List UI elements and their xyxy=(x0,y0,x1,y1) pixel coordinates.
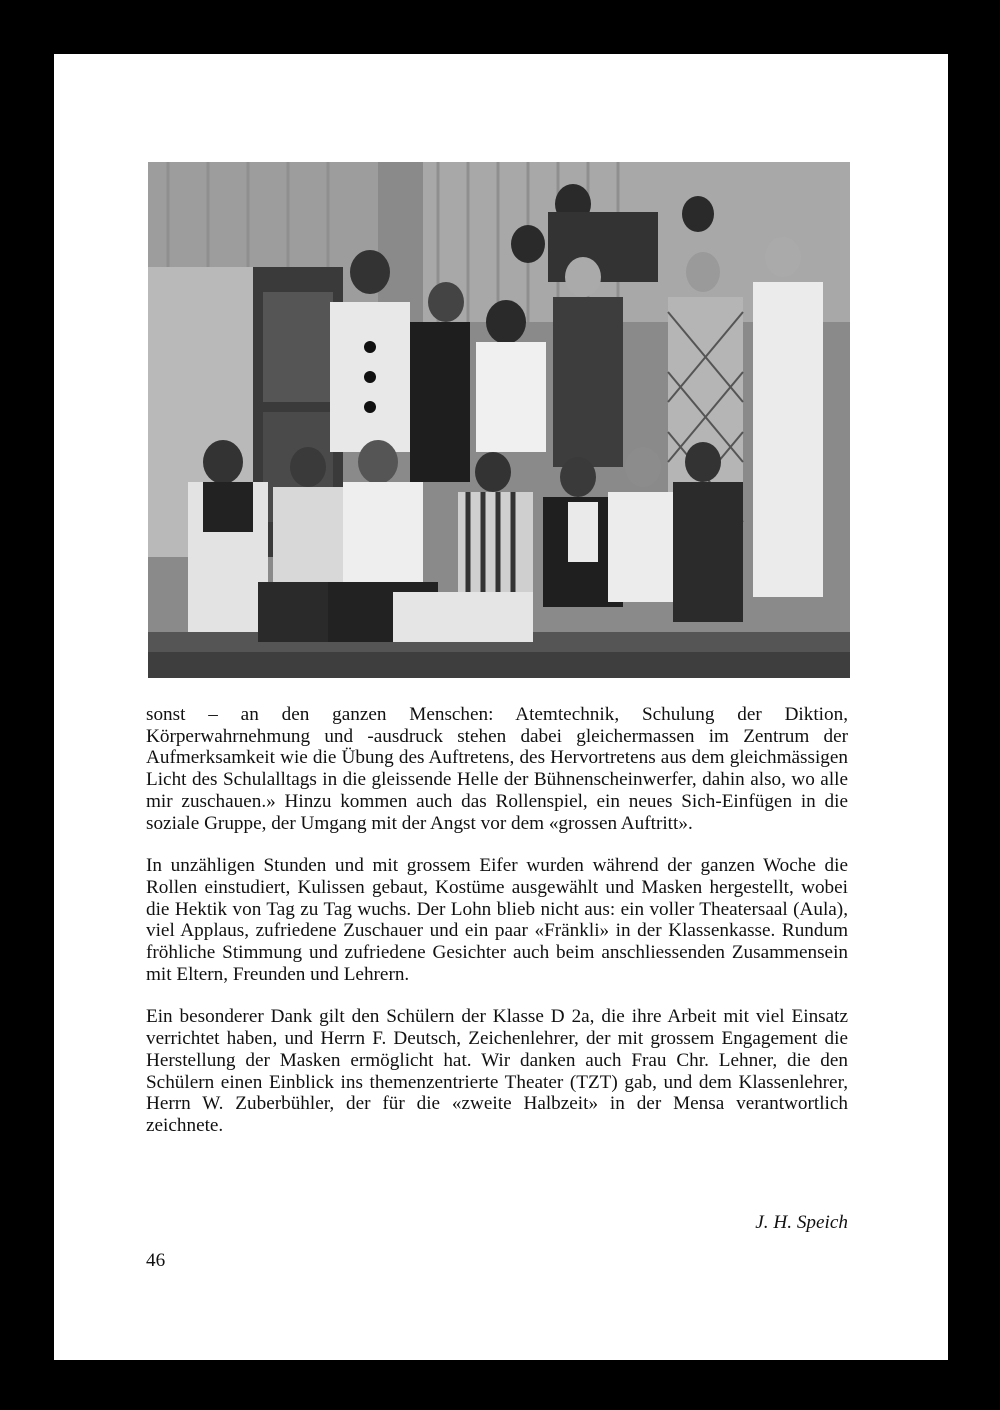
paragraph-1: sonst – an den ganzen Menschen: Atemtechnik, Schulung der Diktion, Körperwahrnehmung und -ausdruck stehen dabei gleichermassen im Zentrum der Aufmerksamkeit wie die Übung des Auftretens, des Hervortretens aus dem gleichmässigen Licht des Schulalltags in die gleissende Helle der Bühnenscheinwerfer, dahin also, wo alle mir zuschauen.» Hinzu kommen auch das Rollenspiel, ein neues Sich-Einfügen in die soziale Gruppe, der Umgang mit der Angst vor dem «grossen Auftritt». xyxy=(146,704,848,834)
page-number: 46 xyxy=(146,1250,166,1271)
photo-icon xyxy=(148,162,850,678)
document-page xyxy=(54,54,948,1360)
paragraph-3: Ein besonderer Dank gilt den Schülern der Klasse D 2a, die ihre Arbeit mit viel Einsatz verrichtet haben, und Herrn F. Deutsch, Zeichenlehrer, der mit grossem Engagement die Herstellung der Masken ermöglicht hat. Wir danken auch Frau Chr. Lehner, die den Schülern einen Einblick ins themenzentrierte Theater (TZT) gab, und dem Klassenlehrer, Herrn W. Zuberbühler, der für die «zweite Halbzeit» in der Mensa verantwortlich zeichnete. xyxy=(146,1006,848,1136)
paragraph-2: In unzähligen Stunden und mit grossem Eifer wurden während der ganzen Woche die Rollen einstudiert, Kulissen gebaut, Kostüme ausgewählt und Masken hergestellt, wobei die Hektik von Tag zu Tag wuchs. Der Lohn blieb nicht aus: ein voller Theatersaal (Aula), viel Applaus, zufriedene Zuschauer und ein paar «Fränkli» in der Klassenkasse. Rundum fröhliche Stimmung und zufriedene Gesichter auch beim anschliessenden Zusammensein mit Eltern, Freunden und Lehrern. xyxy=(146,855,848,985)
article-body xyxy=(146,704,848,1137)
author-signature: J. H. Speich xyxy=(755,1212,848,1233)
theater-group-photo xyxy=(148,162,850,678)
